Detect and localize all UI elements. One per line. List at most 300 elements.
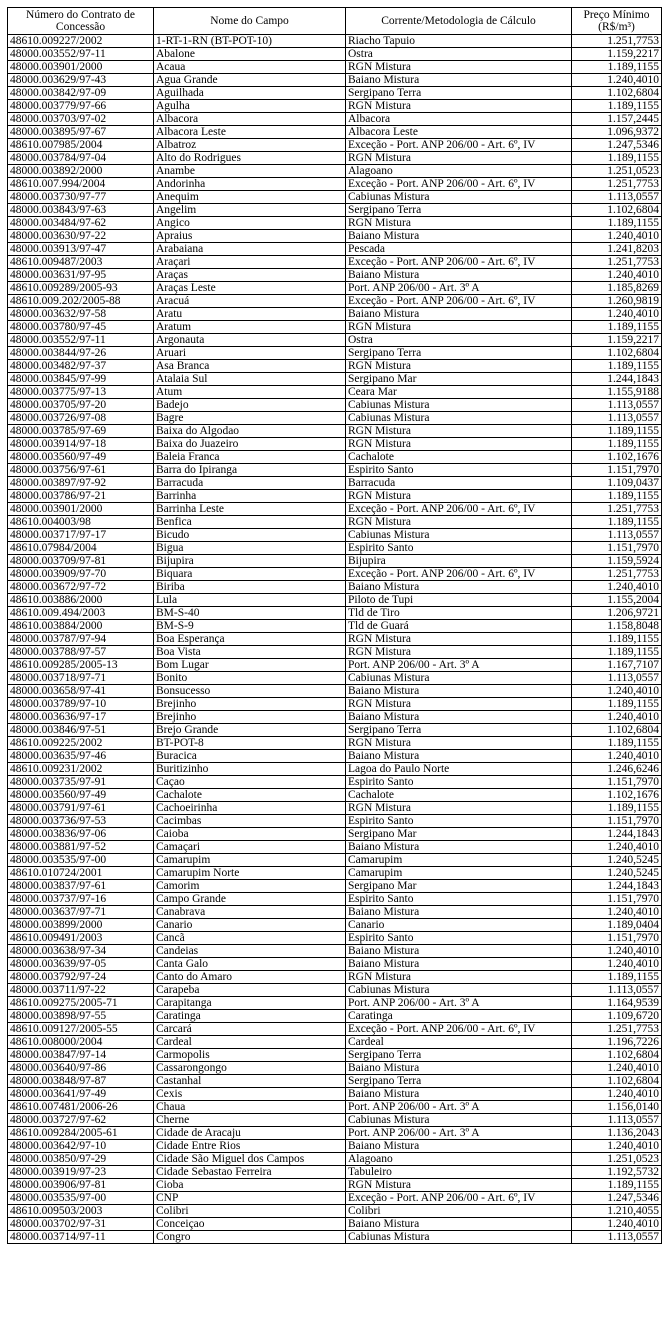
table-row <box>8 100 662 113</box>
cell-method: RGN Mistura <box>346 633 572 646</box>
cell-contract: 48610.009487/2003 <box>8 256 154 269</box>
table-row <box>8 945 662 958</box>
cell-field: Araçari <box>154 256 346 269</box>
cell-contract: 48000.003535/97-00 <box>8 854 154 867</box>
cell-price: 1.247,5346 <box>572 139 662 152</box>
cell-method: Barracuda <box>346 477 572 490</box>
cell-field: Benfica <box>154 516 346 529</box>
cell-contract: 48000.003711/97-22 <box>8 984 154 997</box>
cell-method: Bijupira <box>346 555 572 568</box>
table-row <box>8 789 662 802</box>
cell-price: 1.151,7970 <box>572 815 662 828</box>
cell-field: Apraius <box>154 230 346 243</box>
cell-contract: 48000.003560/97-49 <box>8 789 154 802</box>
table-row <box>8 893 662 906</box>
cell-field: Badejo <box>154 399 346 412</box>
cell-contract: 48610.007.994/2004 <box>8 178 154 191</box>
cell-method: Sergipano Mar <box>346 373 572 386</box>
cell-field: Agua Grande <box>154 74 346 87</box>
cell-contract: 48000.003632/97-58 <box>8 308 154 321</box>
cell-field: Acaua <box>154 61 346 74</box>
cell-method: Exceção - Port. ANP 206/00 - Art. 6º, IV <box>346 178 572 191</box>
cell-method: RGN Mistura <box>346 425 572 438</box>
cell-method: RGN Mistura <box>346 1179 572 1192</box>
cell-field: Anambe <box>154 165 346 178</box>
cell-method: Exceção - Port. ANP 206/00 - Art. 6º, IV <box>346 1023 572 1036</box>
cell-field: Cidade Sebastao Ferreira <box>154 1166 346 1179</box>
cell-field: Andorinha <box>154 178 346 191</box>
table-row <box>8 74 662 87</box>
cell-price: 1.136,2043 <box>572 1127 662 1140</box>
cell-field: Baixa do Algodao <box>154 425 346 438</box>
cell-price: 1.210,4055 <box>572 1205 662 1218</box>
cell-method: Port. ANP 206/00 - Art. 3º A <box>346 1127 572 1140</box>
cell-price: 1.240,4010 <box>572 308 662 321</box>
cell-method: Cabiunas Mistura <box>346 191 572 204</box>
cell-price: 1.185,8269 <box>572 282 662 295</box>
table-row <box>8 87 662 100</box>
cell-contract: 48610.009285/2005-13 <box>8 659 154 672</box>
cell-method: RGN Mistura <box>346 490 572 503</box>
cell-contract: 48000.003786/97-21 <box>8 490 154 503</box>
cell-price: 1.189,1155 <box>572 802 662 815</box>
cell-method: Camarupim <box>346 854 572 867</box>
cell-price: 1.240,4010 <box>572 581 662 594</box>
cell-contract: 48000.003637/97-71 <box>8 906 154 919</box>
table-row <box>8 1036 662 1049</box>
table-row <box>8 867 662 880</box>
cell-field: Canto do Amaro <box>154 971 346 984</box>
cell-price: 1.189,1155 <box>572 490 662 503</box>
table-row <box>8 412 662 425</box>
cell-field: Carcará <box>154 1023 346 1036</box>
cell-price: 1.196,7226 <box>572 1036 662 1049</box>
table-row <box>8 451 662 464</box>
cell-contract: 48000.003631/97-95 <box>8 269 154 282</box>
cell-price: 1.189,1155 <box>572 425 662 438</box>
table-row <box>8 126 662 139</box>
cell-contract: 48000.003629/97-43 <box>8 74 154 87</box>
table-row <box>8 308 662 321</box>
cell-field: Bijupira <box>154 555 346 568</box>
cell-method: Port. ANP 206/00 - Art. 3º A <box>346 282 572 295</box>
cell-price: 1.240,4010 <box>572 841 662 854</box>
table-row <box>8 906 662 919</box>
cell-field: Boa Vista <box>154 646 346 659</box>
cell-contract: 48000.003848/97-87 <box>8 1075 154 1088</box>
cell-price: 1.109,0437 <box>572 477 662 490</box>
cell-field: Buritizinho <box>154 763 346 776</box>
cell-price: 1.240,4010 <box>572 269 662 282</box>
cell-contract: 48000.003787/97-94 <box>8 633 154 646</box>
cell-price: 1.240,4010 <box>572 945 662 958</box>
cell-price: 1.189,1155 <box>572 646 662 659</box>
cell-price: 1.102,6804 <box>572 204 662 217</box>
cell-contract: 48000.003914/97-18 <box>8 438 154 451</box>
cell-method: Sergipano Terra <box>346 1075 572 1088</box>
cell-price: 1.240,4010 <box>572 1088 662 1101</box>
cell-price: 1.240,4010 <box>572 685 662 698</box>
table-row <box>8 516 662 529</box>
cell-method: Espirito Santo <box>346 542 572 555</box>
cell-field: Cioba <box>154 1179 346 1192</box>
cell-contract: 48000.003785/97-69 <box>8 425 154 438</box>
cell-contract: 48610.009503/2003 <box>8 1205 154 1218</box>
table-row <box>8 1049 662 1062</box>
header-price-label: Preço Mínimo <box>583 9 650 21</box>
cell-method: Baiano Mistura <box>346 1218 572 1231</box>
cell-method: Port. ANP 206/00 - Art. 3º A <box>346 997 572 1010</box>
cell-contract: 48000.003552/97-11 <box>8 334 154 347</box>
cell-price: 1.102,6804 <box>572 1049 662 1062</box>
cell-method: Tabuleiro <box>346 1166 572 1179</box>
cell-field: Bonsucesso <box>154 685 346 698</box>
cell-price: 1.109,6720 <box>572 1010 662 1023</box>
table-row <box>8 919 662 932</box>
cell-field: Castanhal <box>154 1075 346 1088</box>
cell-contract: 48610.008000/2004 <box>8 1036 154 1049</box>
cell-field: Carapitanga <box>154 997 346 1010</box>
cell-field: Cacimbas <box>154 815 346 828</box>
cell-contract: 48000.003736/97-53 <box>8 815 154 828</box>
table-row <box>8 165 662 178</box>
cell-field: Cherne <box>154 1114 346 1127</box>
table-row <box>8 633 662 646</box>
cell-price: 1.155,2004 <box>572 594 662 607</box>
cell-price: 1.260,9819 <box>572 295 662 308</box>
cell-field: Bonito <box>154 672 346 685</box>
cell-method: Exceção - Port. ANP 206/00 - Art. 6º, IV <box>346 1192 572 1205</box>
table-row <box>8 555 662 568</box>
cell-price: 1.206,9721 <box>572 607 662 620</box>
table-row <box>8 477 662 490</box>
cell-price: 1.151,7970 <box>572 776 662 789</box>
table-row <box>8 880 662 893</box>
cell-contract: 48000.003552/97-11 <box>8 48 154 61</box>
cell-price: 1.244,1843 <box>572 373 662 386</box>
cell-field: Carapeba <box>154 984 346 997</box>
cell-price: 1.240,4010 <box>572 1140 662 1153</box>
cell-method: Baiano Mistura <box>346 1088 572 1101</box>
cell-contract: 48610.009231/2002 <box>8 763 154 776</box>
cell-price: 1.189,1155 <box>572 698 662 711</box>
cell-field: Canta Galo <box>154 958 346 971</box>
cell-method: Cachalote <box>346 451 572 464</box>
cell-method: Piloto de Tupi <box>346 594 572 607</box>
cell-method: Albacora Leste <box>346 126 572 139</box>
cell-field: Brejinho <box>154 711 346 724</box>
cell-method: Cabiunas Mistura <box>346 672 572 685</box>
cell-contract: 48610.009227/2002 <box>8 35 154 48</box>
table-row <box>8 997 662 1010</box>
cell-field: Camarupim <box>154 854 346 867</box>
cell-field: CNP <box>154 1192 346 1205</box>
cell-field: Aracuá <box>154 295 346 308</box>
cell-price: 1.240,5245 <box>572 854 662 867</box>
table-row <box>8 581 662 594</box>
cell-method: Sergipano Mar <box>346 880 572 893</box>
cell-price: 1.157,2445 <box>572 113 662 126</box>
table-row <box>8 61 662 74</box>
table-row <box>8 399 662 412</box>
cell-method: RGN Mistura <box>346 516 572 529</box>
cell-contract: 48610.009.202/2005-88 <box>8 295 154 308</box>
cell-contract: 48000.003726/97-08 <box>8 412 154 425</box>
cell-contract: 48610.009284/2005-61 <box>8 1127 154 1140</box>
cell-method: Cabiunas Mistura <box>346 984 572 997</box>
cell-field: Albacora <box>154 113 346 126</box>
cell-field: Brejo Grande <box>154 724 346 737</box>
cell-price: 1.251,0523 <box>572 165 662 178</box>
table-row <box>8 464 662 477</box>
table-row <box>8 594 662 607</box>
cell-contract: 48610.003884/2000 <box>8 620 154 633</box>
cell-field: Albatroz <box>154 139 346 152</box>
table-row <box>8 256 662 269</box>
cell-method: Camarupim <box>346 867 572 880</box>
cell-contract: 48000.003780/97-45 <box>8 321 154 334</box>
table-row <box>8 490 662 503</box>
cell-method: Cardeal <box>346 1036 572 1049</box>
cell-method: Baiano Mistura <box>346 308 572 321</box>
cell-contract: 48610.009127/2005-55 <box>8 1023 154 1036</box>
cell-price: 1.102,6804 <box>572 1075 662 1088</box>
cell-field: Cardeal <box>154 1036 346 1049</box>
cell-method: Pescada <box>346 243 572 256</box>
table-row <box>8 113 662 126</box>
cell-field: Caratinga <box>154 1010 346 1023</box>
cell-contract: 48000.003560/97-49 <box>8 451 154 464</box>
cell-price: 1.167,7107 <box>572 659 662 672</box>
cell-contract: 48000.003846/97-51 <box>8 724 154 737</box>
cell-price: 1.189,0404 <box>572 919 662 932</box>
cell-price: 1.113,0557 <box>572 399 662 412</box>
table-row <box>8 659 662 672</box>
cell-contract: 48610.009275/2005-71 <box>8 997 154 1010</box>
cell-price: 1.251,7753 <box>572 1023 662 1036</box>
cell-method: Tld de Guará <box>346 620 572 633</box>
cell-method: Exceção - Port. ANP 206/00 - Art. 6º, IV <box>346 256 572 269</box>
cell-method: Riacho Tapuio <box>346 35 572 48</box>
cell-field: Canario <box>154 919 346 932</box>
cell-field: Cassarongongo <box>154 1062 346 1075</box>
cell-method: Sergipano Terra <box>346 204 572 217</box>
cell-price: 1.189,1155 <box>572 633 662 646</box>
cell-field: BM-S-9 <box>154 620 346 633</box>
cell-price: 1.246,6246 <box>572 763 662 776</box>
cell-field: Buracica <box>154 750 346 763</box>
table-row <box>8 1192 662 1205</box>
cell-price: 1.240,4010 <box>572 1218 662 1231</box>
cell-contract: 48000.003709/97-81 <box>8 555 154 568</box>
cell-method: RGN Mistura <box>346 100 572 113</box>
cell-contract: 48000.003658/97-41 <box>8 685 154 698</box>
cell-contract: 48000.003892/2000 <box>8 165 154 178</box>
table-row <box>8 763 662 776</box>
cell-contract: 48000.003638/97-34 <box>8 945 154 958</box>
table-row <box>8 204 662 217</box>
table-row <box>8 321 662 334</box>
cell-price: 1.156,0140 <box>572 1101 662 1114</box>
cell-method: RGN Mistura <box>346 971 572 984</box>
cell-method: Cabiunas Mistura <box>346 1114 572 1127</box>
table-row <box>8 1231 662 1244</box>
cell-price: 1.113,0557 <box>572 672 662 685</box>
cell-price: 1.251,7753 <box>572 35 662 48</box>
cell-method: Cabiunas Mistura <box>346 412 572 425</box>
cell-contract: 48000.003901/2000 <box>8 503 154 516</box>
cell-contract: 48610.003886/2000 <box>8 594 154 607</box>
cell-price: 1.240,4010 <box>572 958 662 971</box>
cell-price: 1.151,7970 <box>572 893 662 906</box>
cell-price: 1.164,9539 <box>572 997 662 1010</box>
cell-method: Sergipano Mar <box>346 828 572 841</box>
cell-price: 1.159,5924 <box>572 555 662 568</box>
cell-method: Colibri <box>346 1205 572 1218</box>
table-row <box>8 620 662 633</box>
cell-contract: 48000.003702/97-31 <box>8 1218 154 1231</box>
cell-field: Aruari <box>154 347 346 360</box>
table-row <box>8 1127 662 1140</box>
cell-method: Sergipano Terra <box>346 1049 572 1062</box>
cell-price: 1.240,4010 <box>572 74 662 87</box>
cell-field: Biquara <box>154 568 346 581</box>
cell-field: Bom Lugar <box>154 659 346 672</box>
cell-contract: 48000.003727/97-62 <box>8 1114 154 1127</box>
cell-contract: 48000.003842/97-09 <box>8 87 154 100</box>
cell-method: Sergipano Terra <box>346 347 572 360</box>
cell-method: RGN Mistura <box>346 802 572 815</box>
cell-field: 1-RT-1-RN (BT-POT-10) <box>154 35 346 48</box>
cell-price: 1.096,9372 <box>572 126 662 139</box>
cell-contract: 48000.003639/97-05 <box>8 958 154 971</box>
cell-price: 1.240,4010 <box>572 230 662 243</box>
cell-contract: 48000.003730/97-77 <box>8 191 154 204</box>
cell-method: Exceção - Port. ANP 206/00 - Art. 6º, IV <box>346 503 572 516</box>
cell-contract: 48000.003898/97-55 <box>8 1010 154 1023</box>
cell-field: Abalone <box>154 48 346 61</box>
cell-field: Colibri <box>154 1205 346 1218</box>
cell-contract: 48000.003791/97-61 <box>8 802 154 815</box>
cell-method: Exceção - Port. ANP 206/00 - Art. 6º, IV <box>346 295 572 308</box>
cell-contract: 48000.003636/97-17 <box>8 711 154 724</box>
header-contract: Número do Contrato de Concessão <box>8 8 154 35</box>
cell-contract: 48000.003789/97-10 <box>8 698 154 711</box>
cell-contract: 48000.003845/97-99 <box>8 373 154 386</box>
cell-price: 1.251,7753 <box>572 178 662 191</box>
cell-method: Sergipano Terra <box>346 724 572 737</box>
table-row <box>8 243 662 256</box>
table-row <box>8 347 662 360</box>
cell-field: Congro <box>154 1231 346 1244</box>
table-row <box>8 191 662 204</box>
cell-contract: 48000.003779/97-66 <box>8 100 154 113</box>
cell-contract: 48000.003717/97-17 <box>8 529 154 542</box>
cell-contract: 48610.007481/2006-26 <box>8 1101 154 1114</box>
cell-price: 1.189,1155 <box>572 61 662 74</box>
cell-contract: 48000.003899/2000 <box>8 919 154 932</box>
table-row <box>8 373 662 386</box>
cell-method: Cabiunas Mistura <box>346 529 572 542</box>
cell-contract: 48000.003714/97-11 <box>8 1231 154 1244</box>
cell-field: Angelim <box>154 204 346 217</box>
cell-field: Cachalote <box>154 789 346 802</box>
cell-field: Argonauta <box>154 334 346 347</box>
table-row <box>8 360 662 373</box>
cell-field: Carmopolis <box>154 1049 346 1062</box>
cell-method: RGN Mistura <box>346 61 572 74</box>
cell-contract: 48610.07984/2004 <box>8 542 154 555</box>
table-row <box>8 1114 662 1127</box>
table-row <box>8 386 662 399</box>
cell-method: Lagoa do Paulo Norte <box>346 763 572 776</box>
cell-price: 1.189,1155 <box>572 737 662 750</box>
price-table <box>7 7 662 1244</box>
cell-contract: 48000.003788/97-57 <box>8 646 154 659</box>
cell-field: Anequim <box>154 191 346 204</box>
cell-field: Barrinha <box>154 490 346 503</box>
table-row <box>8 139 662 152</box>
header-field: Nome do Campo <box>154 8 346 35</box>
table-row <box>8 815 662 828</box>
cell-field: Conceiçao <box>154 1218 346 1231</box>
cell-price: 1.189,1155 <box>572 321 662 334</box>
cell-price: 1.251,7753 <box>572 568 662 581</box>
cell-price: 1.151,7970 <box>572 542 662 555</box>
cell-contract: 48000.003641/97-49 <box>8 1088 154 1101</box>
cell-method: Alagoano <box>346 165 572 178</box>
table-row <box>8 1179 662 1192</box>
cell-contract: 48000.003642/97-10 <box>8 1140 154 1153</box>
cell-price: 1.240,4010 <box>572 750 662 763</box>
cell-method: Exceção - Port. ANP 206/00 - Art. 6º, IV <box>346 139 572 152</box>
table-row <box>8 984 662 997</box>
table-row <box>8 1153 662 1166</box>
cell-field: Campo Grande <box>154 893 346 906</box>
cell-contract: 48000.003850/97-29 <box>8 1153 154 1166</box>
cell-contract: 48000.003792/97-24 <box>8 971 154 984</box>
cell-price: 1.102,6804 <box>572 347 662 360</box>
cell-field: Bicudo <box>154 529 346 542</box>
cell-method: RGN Mistura <box>346 438 572 451</box>
table-row <box>8 841 662 854</box>
table-row <box>8 1062 662 1075</box>
cell-contract: 48000.003906/97-81 <box>8 1179 154 1192</box>
cell-contract: 48000.003630/97-22 <box>8 230 154 243</box>
cell-field: Alto do Rodrigues <box>154 152 346 165</box>
cell-price: 1.189,1155 <box>572 152 662 165</box>
cell-method: Port. ANP 206/00 - Art. 3º A <box>346 1101 572 1114</box>
cell-method: Espirito Santo <box>346 815 572 828</box>
cell-contract: 48000.003718/97-71 <box>8 672 154 685</box>
cell-method: Exceção - Port. ANP 206/00 - Art. 6º, IV <box>346 568 572 581</box>
table-row <box>8 776 662 789</box>
table-row <box>8 1075 662 1088</box>
cell-field: Baixa do Juazeiro <box>154 438 346 451</box>
cell-price: 1.241,8203 <box>572 243 662 256</box>
header-method: Corrente/Metodologia de Cálculo <box>346 8 572 35</box>
cell-method: RGN Mistura <box>346 698 572 711</box>
cell-field: Angico <box>154 217 346 230</box>
cell-field: Biriba <box>154 581 346 594</box>
cell-method: Baiano Mistura <box>346 1062 572 1075</box>
cell-price: 1.113,0557 <box>572 1231 662 1244</box>
cell-method: Baiano Mistura <box>346 269 572 282</box>
cell-method: Baiano Mistura <box>346 750 572 763</box>
table-row <box>8 334 662 347</box>
table-row <box>8 152 662 165</box>
cell-contract: 48610.007985/2004 <box>8 139 154 152</box>
